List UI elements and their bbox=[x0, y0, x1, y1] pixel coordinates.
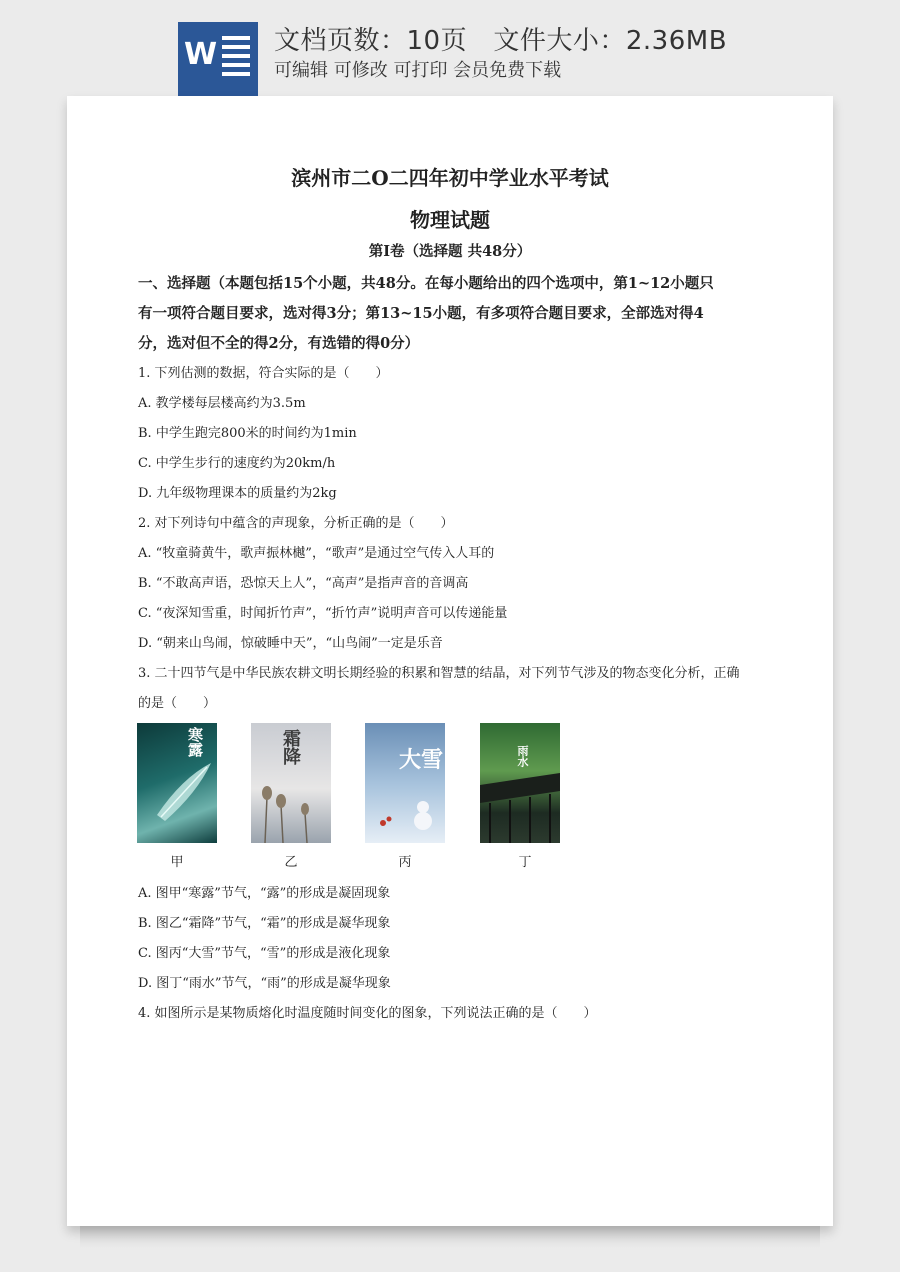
document-meta-features: 可编辑 可修改 可打印 会员免费下载 bbox=[274, 60, 562, 81]
question-3-stem-line-2: 的是（ ） bbox=[138, 696, 217, 711]
paper-shadow bbox=[80, 1226, 820, 1248]
caption-jia: 甲 bbox=[170, 855, 184, 870]
poster-image-yi bbox=[251, 723, 331, 843]
word-logo-lines bbox=[222, 36, 250, 81]
poster-label-jia: 寒露 bbox=[186, 727, 204, 757]
snowman-illustration bbox=[365, 723, 445, 843]
document-page bbox=[67, 96, 833, 1226]
poster-image-bing bbox=[365, 723, 445, 843]
question-1-option-c: C. 中学生步行的速度约为20km/h bbox=[138, 456, 336, 471]
question-1-option-d: D. 九年级物理课本的质量约为2kg bbox=[138, 486, 337, 501]
caption-ding: 丁 bbox=[518, 855, 532, 870]
rainy-eaves-illustration bbox=[480, 723, 560, 843]
question-3-option-c: C. 图丙“大雪”节气，“雪”的形成是液化现象 bbox=[138, 946, 391, 961]
question-3-stem-line-1: 3. 二十四节气是中华民族农耕文明长期经验的积累和智慧的结晶，对下列节气涉及的物态变化分析，正确 bbox=[138, 666, 740, 681]
question-1-option-a: A. 教学楼每层楼高约为3.5m bbox=[138, 396, 306, 411]
question-1-option-b: B. 中学生跑完800米的时间约为1min bbox=[138, 426, 357, 441]
section-instructions-line-1: 一、选择题（本题包括15个小题，共48分。在每小题给出的四个选项中，第1~12小题只 bbox=[138, 275, 714, 292]
poster-label-bing: 大雪 bbox=[399, 747, 444, 773]
question-2-option-b: B. “不敢高声语，恐惊天上人”，“高声”是指声音的音调高 bbox=[138, 576, 469, 591]
question-2-stem: 2. 对下列诗句中蕴含的声现象，分析正确的是（ ） bbox=[138, 516, 454, 531]
document-meta-pages-size: 文档页数：10页 文件大小：2.36MB bbox=[274, 26, 728, 56]
caption-bing: 丙 bbox=[398, 855, 412, 870]
caption-yi: 乙 bbox=[284, 855, 298, 870]
question-2-option-c: C. “夜深知雪重，时闻折竹声”，“折竹声”说明声音可以传递能量 bbox=[138, 606, 508, 621]
exam-subject: 物理试题 bbox=[410, 208, 490, 232]
poster-label-yi: 霜降 bbox=[280, 729, 301, 765]
poster-image-ding bbox=[480, 723, 560, 843]
question-3-option-a: A. 图甲“寒露”节气，“露”的形成是凝固现象 bbox=[138, 886, 391, 901]
exam-title: 滨州市二O二四年初中学业水平考试 bbox=[291, 166, 609, 190]
section-instructions-line-2: 有一项符合题目要求，选对得3分；第13~15小题，有多项符合题目要求，全部选对得4 bbox=[138, 305, 704, 322]
word-document-icon bbox=[178, 22, 258, 96]
poster-label-ding: 雨水 bbox=[516, 745, 529, 767]
question-2-option-d: D. “朝来山鸟闹，惊破睡中天”，“山鸟闹”一定是乐音 bbox=[138, 636, 443, 651]
question-4-stem: 4. 如图所示是某物质熔化时温度随时间变化的图象，下列说法正确的是（ ） bbox=[138, 1006, 597, 1021]
question-3-option-d: D. 图丁“雨水”节气，“雨”的形成是凝华现象 bbox=[138, 976, 391, 991]
question-2-option-a: A. “牧童骑黄牛，歌声振林樾”，“歌声”是通过空气传入人耳的 bbox=[138, 546, 495, 561]
download-banner bbox=[0, 0, 900, 96]
question-1-stem: 1. 下列估测的数据，符合实际的是（ ） bbox=[138, 366, 389, 381]
section-instructions-line-3: 分，选对但不全的得2分，有选错的得0分） bbox=[138, 335, 420, 352]
volume-heading: 第Ⅰ卷（选择题 共48分） bbox=[368, 243, 532, 260]
word-logo-letter: W bbox=[184, 37, 218, 72]
poster-image-jia bbox=[137, 723, 217, 843]
question-3-option-b: B. 图乙“霜降”节气，“霜”的形成是凝华现象 bbox=[138, 916, 391, 931]
